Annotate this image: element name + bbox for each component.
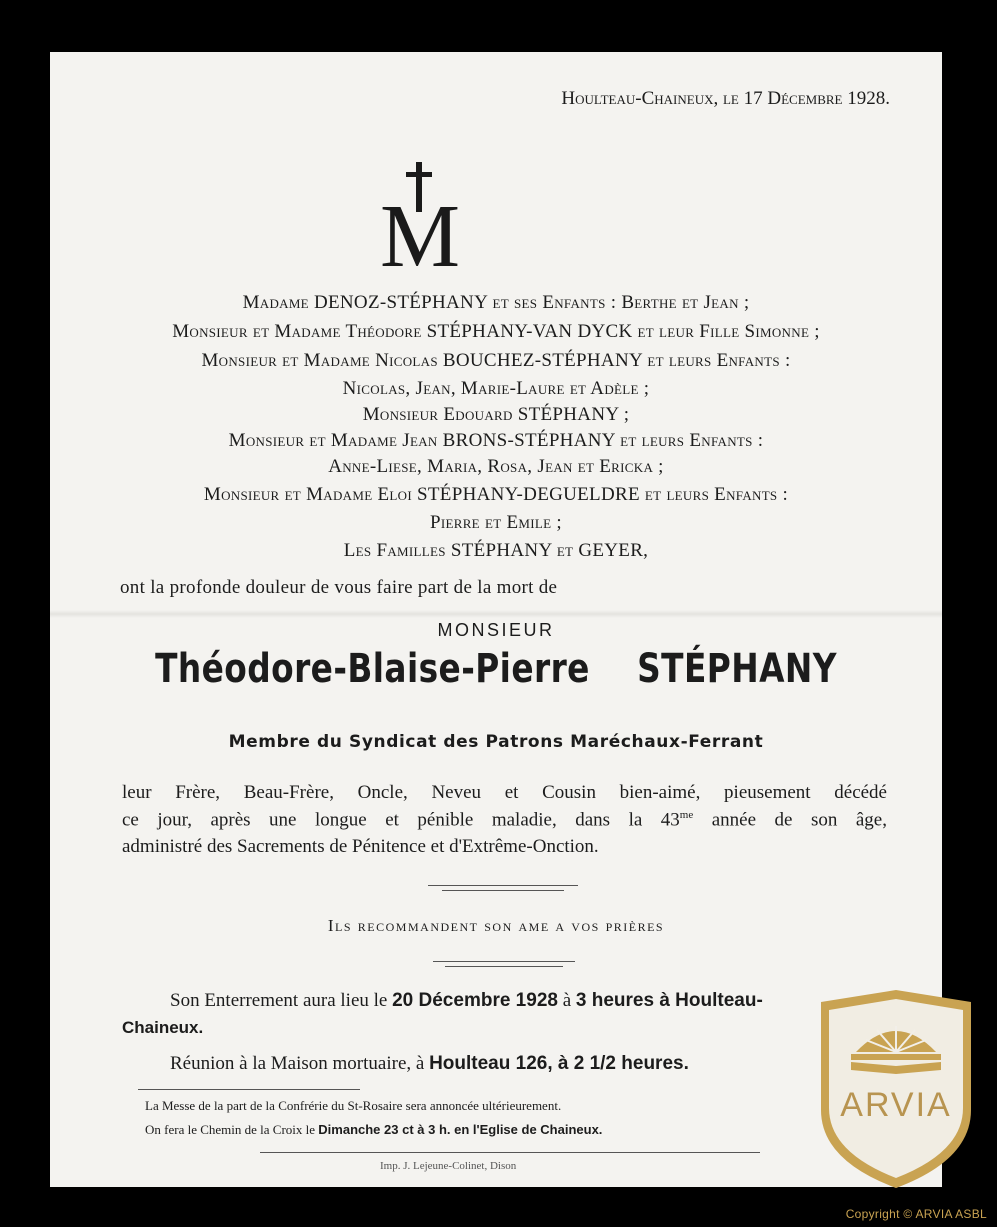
funeral-line: Son Enterrement aura lieu le 20 Décembre 1928 à 3 heures à Houlteau- <box>170 990 763 1011</box>
description-line: administré des Sacrements de Pénitence et d'Extrême-Onction. <box>122 836 599 857</box>
deceased-name <box>130 646 861 692</box>
divider <box>442 890 564 891</box>
family-line: Monsieur Edouard STÉPHANY ; <box>362 404 630 425</box>
seal-brand: ARVIA <box>840 1086 952 1124</box>
obituary-card <box>50 52 942 1187</box>
family-line: Monsieur et Madame Nicolas BOUCHEZ-STÉPHANY et leurs Enfants : <box>201 350 791 371</box>
date-line: Houlteau-Chaineux, le 17 Décembre 1928. <box>561 88 890 109</box>
family-line: Monsieur et Madame Théodore STÉPHANY-VAN DYCK et leur Fille Simonne ; <box>172 321 820 342</box>
mass-note: La Messe de la part de la Confrérie du St-Rosaire sera annoncée ultérieurement. <box>145 1098 562 1113</box>
divider <box>433 961 575 962</box>
arvia-seal-logo <box>811 990 981 1190</box>
family-line: Les Familles STÉPHANY et GEYER, <box>343 540 649 561</box>
recommendation-line: Ils recommandent son ame a vos prières <box>327 916 665 935</box>
funeral-line-2: Chaineux. <box>122 1018 204 1037</box>
family-line: Monsieur et Madame Eloi STÉPHANY-DEGUELDRE et leurs Enfants : <box>203 484 789 505</box>
divider <box>428 885 578 886</box>
deceased-occupation: Membre du Syndicat des Patrons Maréchaux-Ferrant <box>228 732 764 752</box>
announcement-line: ont la profonde douleur de vous faire part de la mort de <box>120 577 558 598</box>
deceased-first-names: Théodore-Blaise-Pierre <box>155 646 590 692</box>
copyright-text: Copyright © ARVIA ASBL <box>845 1207 987 1221</box>
deceased-title: MONSIEUR <box>437 620 555 640</box>
deceased-surname: STÉPHANY <box>637 646 837 692</box>
family-line: Monsieur et Madame Jean BRONS-STÉPHANY et leurs Enfants : <box>228 430 764 451</box>
family-line: Nicolas, Jean, Marie-Laure et Adèle ; <box>342 378 650 399</box>
family-line: Madame DENOZ-STÉPHANY et ses Enfants : Berthe et Jean ; <box>242 292 750 313</box>
divider <box>138 1089 360 1090</box>
family-line: Pierre et Emile ; <box>429 512 562 533</box>
description-line: ce jour, après une longue et pénible maladie, dans la $43^{me}$ année de son âge, <box>122 809 887 831</box>
printer-imprint: Imp. J. Lejeune-Colinet, Dison <box>380 1160 517 1172</box>
cross-monogram-icon <box>370 162 470 270</box>
family-line: Anne-Liese, Maria, Rosa, Jean et Ericka ; <box>328 456 664 477</box>
divider <box>260 1152 760 1153</box>
paper-fold <box>50 610 942 618</box>
cross-note: On fera le Chemin de la Croix le Dimanche 23 ct à 3 h. en l'Eglise de Chaineux. <box>145 1122 603 1137</box>
divider <box>445 966 563 967</box>
description-line: leur Frère, Beau-Frère, Oncle, Neveu et Cousin bien-aimé, pieusement décédé <box>122 782 887 803</box>
reunion-line: Réunion à la Maison mortuaire, à Houlteau 126, à 2 1/2 heures. <box>170 1053 689 1074</box>
monogram-letter: M <box>379 187 461 270</box>
